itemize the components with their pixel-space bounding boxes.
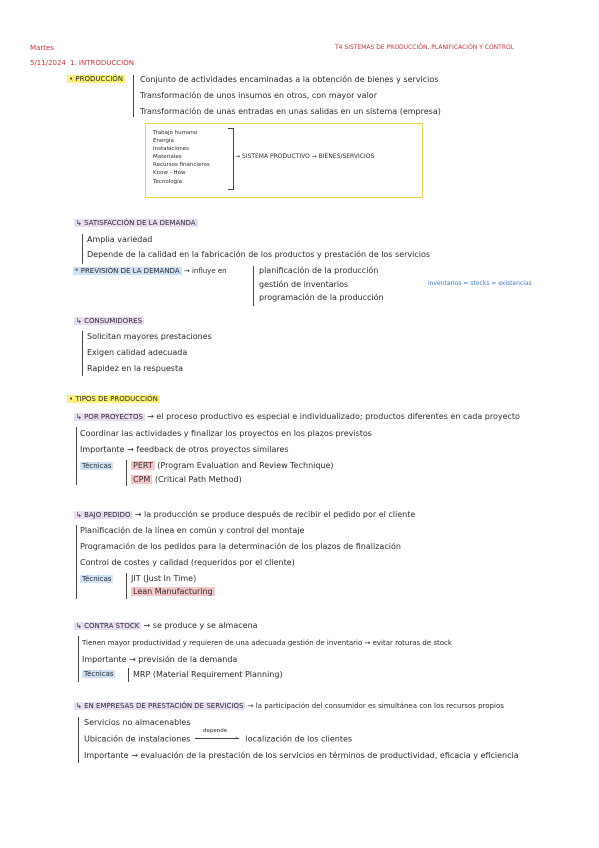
- tecnicas-bracket: [128, 668, 129, 682]
- stock-line-2: Importante → previsión de la demanda: [82, 655, 238, 664]
- produccion-bracket: [133, 75, 134, 117]
- tipos-heading: [67, 396, 160, 403]
- produccion-line-2: Transformación de unos insumos en otros, con mayor valor: [140, 91, 377, 100]
- depende-arrow: depende ›: [193, 735, 243, 743]
- stock-tecnicas: [82, 671, 115, 678]
- proyectos-bracket: [76, 427, 77, 485]
- pedido-tecnicas: [80, 576, 113, 583]
- produccion-heading: [67, 76, 125, 83]
- servicios-bracket: [78, 717, 79, 763]
- servicios-heading: [74, 703, 504, 710]
- pert-tag: PERT: [133, 461, 153, 470]
- servicios-desc: → la participación del consumidor es simultánea con los recursos propios: [247, 702, 504, 710]
- pedido-label: ↳ BAJO PEDIDO: [76, 511, 131, 519]
- tecnicas-label: Técnicas: [82, 462, 112, 470]
- tecnica-cpm: [131, 476, 242, 484]
- satisfaccion-line-1: Amplia variedad: [87, 235, 153, 244]
- consumidores-line-1: Solicitan mayores prestaciones: [87, 332, 212, 341]
- consumidores-heading: [74, 318, 144, 325]
- consumidores-bracket: [82, 331, 83, 376]
- tecnicas-label: Técnicas: [84, 670, 114, 678]
- ubicacion-text: Ubicación de instalaciones: [84, 734, 191, 744]
- satisfaccion-heading: [74, 220, 198, 227]
- produccion-line-3: Transformación de unas entradas en unas salidas en un sistema (empresa): [140, 107, 441, 116]
- pedido-line-3: Control de costes y calidad (requeridos por el cliente): [80, 558, 295, 567]
- prevision-item-2: gestión de inventarios: [259, 280, 349, 289]
- input-item: Trabajo humano: [153, 130, 198, 136]
- proyectos-line-1: Coordinar las actividades y finalizar los proyectos en los plazos previstos: [80, 429, 372, 438]
- consumidores-line-2: Exigen calidad adecuada: [87, 348, 188, 357]
- cpm-desc: (Critical Path Method): [154, 475, 242, 484]
- proyectos-line-2: Importante → feedback de otros proyectos similares: [80, 445, 289, 454]
- servicios-line-2: [84, 728, 353, 744]
- satisfaccion-bracket: [82, 234, 83, 264]
- pert-desc: (Program Evaluation and Review Technique): [157, 461, 334, 470]
- day-label: Martes: [30, 44, 54, 52]
- satisfaccion-line-2: Depende de la calidad en la fabricación de los productos y prestación de los servicios: [87, 250, 431, 259]
- produccion-line-1: Conjunto de actividades encaminadas a la obtención de bienes y servicios: [140, 75, 439, 84]
- section-title: 1. INTRODUCCIÓN: [70, 59, 134, 67]
- prevision-bracket: [253, 266, 254, 306]
- tecnica-pert: [131, 462, 334, 470]
- depende-label: depende: [202, 728, 228, 734]
- pedido-bracket: [76, 525, 77, 599]
- pedido-line-1: Planificación de la línea en común y control del montaje: [80, 526, 305, 535]
- prevision-item-1: planificación de la producción: [259, 266, 379, 275]
- input-item: Tecnología: [153, 179, 182, 185]
- pedido-line-2: Programación de los pedidos para la determinación de los plazos de finalización: [80, 542, 401, 551]
- prevision-item-3: programación de la producción: [259, 293, 384, 302]
- inventarios-note: inventarios = stocks = existencias: [428, 280, 532, 287]
- stock-heading: [74, 622, 258, 630]
- tecnica-mrp: MRP (Material Requirement Planning): [133, 670, 283, 679]
- lean-tag: Lean Manufacturing: [133, 587, 213, 596]
- consumidores-label: ↳ CONSUMIDORES: [76, 317, 143, 325]
- stock-desc: → se produce y se almacena: [143, 621, 258, 630]
- tecnica-lean: [131, 588, 215, 596]
- prevision-influye: → influye en: [183, 267, 227, 275]
- produccion-label: • PRODUCCIÓN: [69, 75, 124, 83]
- tecnicas-label: Técnicas: [82, 575, 112, 583]
- inputs-brace: [228, 128, 234, 190]
- stock-bracket: [78, 636, 79, 682]
- prevision-heading: [73, 268, 227, 275]
- tecnicas-bracket: [126, 573, 127, 599]
- proyectos-desc: → el proceso productivo es especial e individualizado; productos diferentes en cada proyecto: [147, 412, 520, 421]
- input-item: Recursos financieros: [153, 162, 210, 168]
- servicios-label: ↳ EN EMPRESAS DE PRESTACIÓN DE SERVICIOS: [76, 702, 244, 710]
- tipos-label: • TIPOS DE PRODUCCIÓN: [69, 395, 158, 403]
- prevision-label: * PREVISIÓN DE LA DEMANDA: [75, 267, 180, 275]
- input-item: Materiales: [153, 154, 182, 160]
- servicios-line-3: Importante → evaluación de la prestación de los servicios en términos de productividad, eficacia y eficiencia: [84, 751, 519, 760]
- servicios-line-1: Servicios no almacenables: [84, 718, 191, 727]
- pedido-desc: → la producción se produce después de recibir el pedido por el cliente: [134, 510, 416, 519]
- proyectos-label: ↳ POR PROYECTOS: [76, 413, 143, 421]
- localizacion-text: localización de los clientes: [245, 734, 353, 744]
- input-item: Know - How: [153, 170, 186, 176]
- cpm-tag: CPM: [133, 475, 151, 484]
- stock-label: ↳ CONTRA STOCK: [76, 622, 140, 630]
- pedido-heading: [74, 511, 415, 519]
- input-item: Instalaciones: [153, 146, 190, 152]
- stock-line-1: Tienen mayor productividad y requieren de una adecuada gestión de inventario → evitar roturas de stock: [82, 639, 452, 647]
- input-item: Energía: [153, 138, 174, 144]
- system-flow: → SISTEMA PRODUCTIVO → BIENES/SERVICIOS: [235, 153, 375, 160]
- consumidores-line-3: Rapidez en la respuesta: [87, 364, 184, 373]
- page-title: T4 SISTEMAS DE PRODUCCIÓN, PLANIFICACIÓN Y CONTROL: [335, 44, 515, 51]
- tecnicas-bracket: [126, 460, 127, 486]
- proyectos-heading: [74, 413, 520, 421]
- satisfaccion-label: ↳ SATISFACCIÓN DE LA DEMANDA: [76, 219, 196, 227]
- date-label: 5/11/2024: [30, 59, 66, 67]
- proyectos-tecnicas: [80, 463, 113, 470]
- tecnica-jit: JIT (Just In Time): [131, 574, 197, 583]
